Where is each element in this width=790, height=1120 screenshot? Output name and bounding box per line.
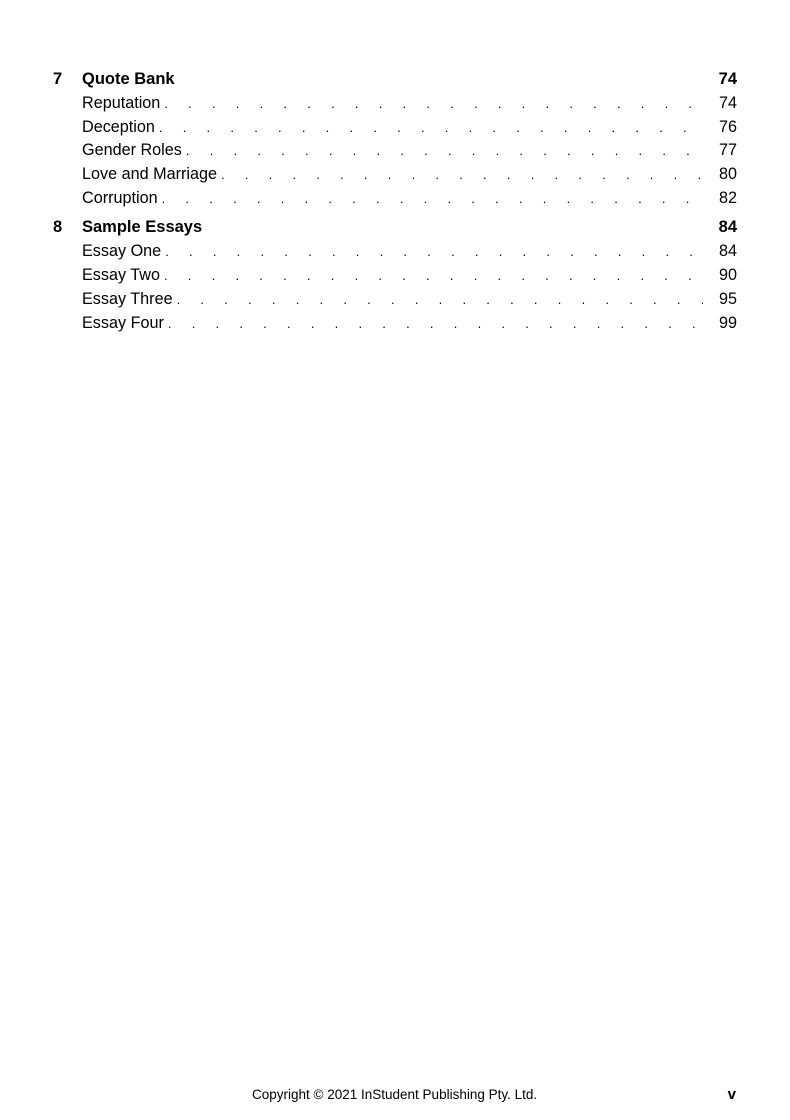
dot-leader [221, 167, 703, 182]
entry-title: Essay Four [82, 313, 164, 332]
table-of-contents [53, 70, 737, 343]
toc-entry[interactable] [53, 242, 737, 266]
entry-page-number: 76 [718, 117, 737, 136]
entry-title: Love and Marriage [82, 165, 217, 184]
entry-title: Reputation [82, 94, 161, 112]
toc-entry[interactable] [53, 94, 737, 118]
dot-leader [162, 191, 703, 206]
toc-entry[interactable] [53, 118, 737, 142]
chapter-number: 8 [53, 218, 63, 237]
entry-page-number: 84 [718, 242, 737, 261]
toc-chapter [53, 218, 737, 337]
chapter-page-number: 74 [718, 70, 737, 88]
page-footer [0, 1085, 790, 1105]
toc-entry[interactable] [53, 189, 737, 213]
entry-title: Gender Roles [82, 141, 182, 160]
copyright-notice: Copyright © 2021 InStudent Publishing Pty. Ltd. [252, 1087, 538, 1102]
entry-page-number: 77 [718, 141, 737, 160]
toc-entry[interactable] [53, 290, 737, 314]
entry-title: Essay Two [82, 266, 160, 285]
dot-leader [164, 268, 703, 283]
entry-title: Essay One [82, 242, 162, 261]
entry-title: Essay Three [82, 289, 173, 308]
chapter-title: Sample Essays [82, 218, 203, 237]
entry-page-number: 95 [718, 289, 737, 308]
entry-title: Deception [82, 117, 155, 136]
chapter-number: 7 [53, 70, 63, 88]
entry-page-number: 90 [718, 266, 737, 285]
toc-chapter [53, 70, 737, 212]
dot-leader [186, 143, 703, 158]
entry-page-number: 80 [718, 165, 737, 184]
chapter-heading[interactable] [53, 218, 737, 242]
toc-entry[interactable] [53, 314, 737, 338]
dot-leader [165, 244, 703, 259]
chapter-heading[interactable] [53, 70, 737, 94]
toc-entry[interactable] [53, 165, 737, 189]
entry-page-number: 82 [718, 188, 737, 207]
dot-leader [177, 292, 703, 307]
entry-page-number: 74 [718, 94, 737, 112]
dot-leader [164, 96, 703, 111]
chapter-page-number: 84 [718, 218, 737, 237]
toc-entry[interactable] [53, 141, 737, 165]
dot-leader [159, 120, 703, 135]
entry-page-number: 99 [718, 313, 737, 332]
chapter-title: Quote Bank [82, 70, 175, 88]
toc-entry[interactable] [53, 266, 737, 290]
entry-title: Corruption [82, 188, 158, 207]
dot-leader [168, 316, 703, 331]
page-number: v [727, 1086, 736, 1103]
